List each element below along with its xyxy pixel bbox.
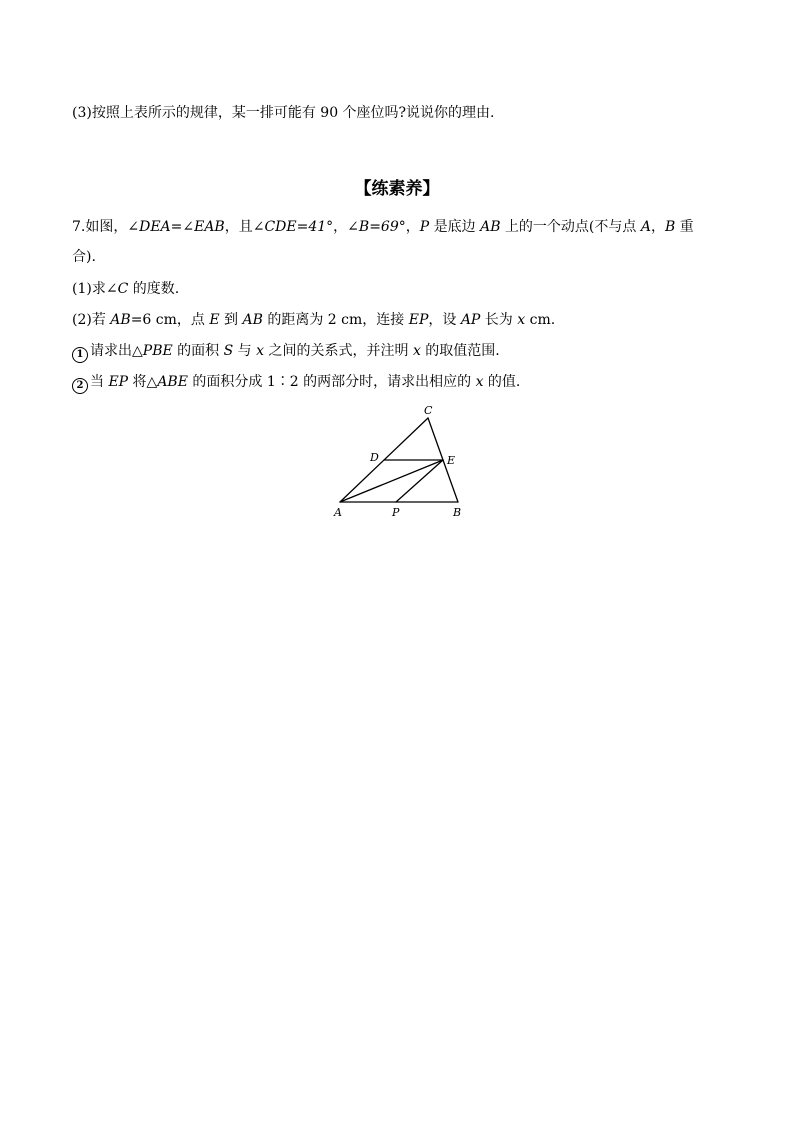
variable: AB — [110, 312, 131, 328]
text-segment: ，设 — [428, 312, 461, 328]
variable: P — [419, 219, 430, 235]
geometry-figure — [320, 398, 480, 524]
label-d: D — [370, 451, 379, 464]
variable: AB — [480, 219, 501, 235]
variable: B — [664, 219, 676, 235]
text-segment: 的距离为 2 cm，连接 — [262, 312, 409, 328]
text-segment: 的取值范围. — [420, 343, 500, 359]
question-3 — [72, 104, 495, 122]
text-segment: 到 — [219, 312, 243, 328]
variable: E — [209, 312, 220, 328]
variable: x — [475, 374, 484, 390]
problem-7-part-1 — [72, 280, 179, 298]
triangle-diagram — [320, 398, 480, 524]
variable: EP — [108, 374, 129, 390]
problem-7-part-2 — [72, 311, 555, 329]
text-segment: (1)求 — [72, 281, 106, 297]
variable: S — [223, 343, 234, 359]
variable: x — [517, 312, 526, 328]
angle-expression: ∠DEA=∠EAB — [127, 219, 225, 235]
text-segment: (2)若 — [72, 312, 111, 328]
text-segment: 7.如图， — [72, 219, 128, 235]
angle-expression: ∠C — [105, 281, 129, 297]
problem-7-sub-1 — [72, 342, 500, 363]
text-segment: ， — [650, 219, 665, 235]
variable: x — [256, 343, 265, 359]
text-segment: ，且 — [224, 219, 253, 235]
variable: EP — [408, 312, 429, 328]
angle-expression: ∠B=69° — [347, 219, 406, 235]
text-segment: 长为 — [480, 312, 518, 328]
text-segment: 的面积 — [172, 343, 224, 359]
segment-pe — [396, 460, 443, 502]
variable: x — [412, 343, 421, 359]
variable: AB — [242, 312, 263, 328]
problem-7-line-1 — [72, 218, 694, 236]
text-segment: 请求出△ — [90, 343, 143, 359]
text-segment: 上的一个动点(不与点 — [500, 219, 641, 235]
variable: PBE — [142, 343, 173, 359]
variable: ABE — [157, 374, 188, 390]
label-a: A — [334, 506, 342, 519]
circled-number-2: 2 — [72, 378, 88, 394]
text-segment: 的度数. — [128, 281, 180, 297]
text-segment: 重 — [675, 219, 694, 235]
label-e: E — [447, 454, 456, 467]
circled-number-1: 1 — [72, 347, 88, 363]
segment-ae — [340, 460, 443, 502]
label-p: P — [392, 506, 400, 519]
problem-7-sub-2 — [72, 373, 520, 394]
text-segment: 的值. — [483, 374, 521, 390]
text-segment: 合). — [72, 249, 96, 265]
text-segment: 的面积分成 1∶2 的两部分时，请求出相应的 — [187, 374, 476, 390]
variable: A — [640, 219, 651, 235]
angle-expression: ∠CDE=41° — [252, 219, 334, 235]
text-segment: ， — [333, 219, 348, 235]
text-segment: cm. — [525, 312, 556, 328]
label-b: B — [453, 506, 462, 519]
text-segment: 与 — [233, 343, 257, 359]
variable: AP — [460, 312, 481, 328]
text-segment: 之间的关系式，并注明 — [264, 343, 413, 359]
text-segment: 将△ — [128, 374, 158, 390]
text-segment: 当 — [90, 374, 109, 390]
question-3-text: (3)按照上表所示的规律，某一排可能有 90 个座位吗?说说你的理由. — [72, 105, 495, 121]
section-heading: 【练素养】 — [354, 179, 440, 199]
text-segment: ， — [405, 219, 420, 235]
label-c: C — [424, 404, 433, 417]
problem-7-line-2 — [72, 248, 96, 266]
text-segment: 是底边 — [429, 219, 481, 235]
text-segment: =6 cm，点 — [130, 312, 210, 328]
